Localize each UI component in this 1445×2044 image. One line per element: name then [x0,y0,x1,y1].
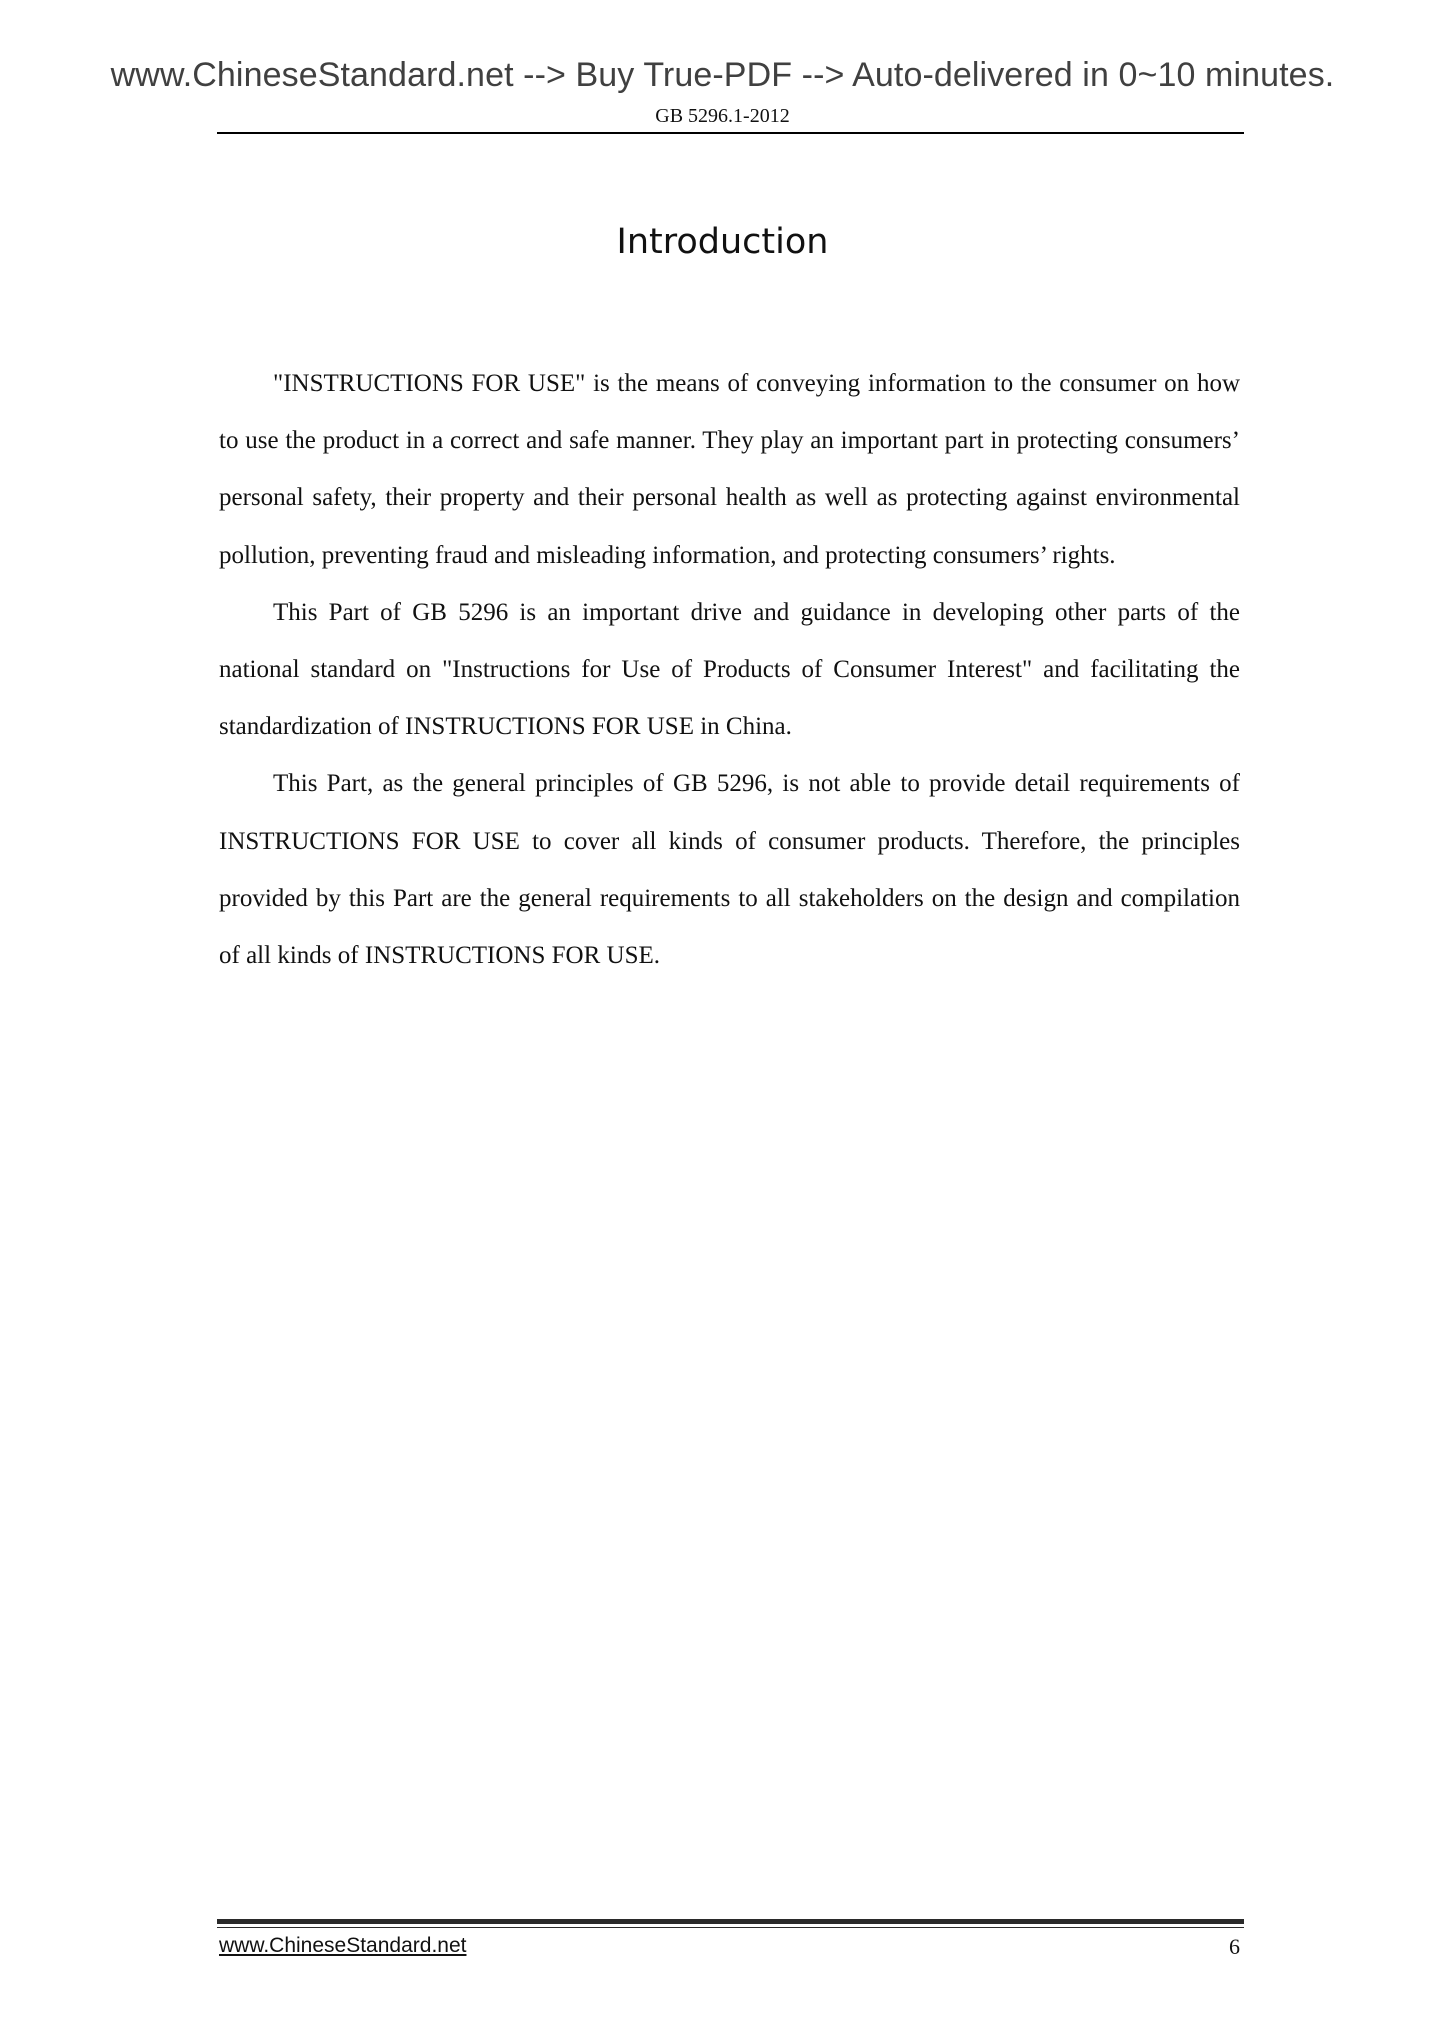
paragraph-3: This Part, as the general principles of GB 5296, is not able to provide detail requirements of INSTRUCTIONS FOR USE to cover all kinds of consumer products. Therefore, the principles provided by this Part are the general requirements to all stakeholders on the design and compilation of all kinds of INSTRUCTIONS FOR USE. [219,770,1240,970]
standard-code: GB 5296.1-2012 [655,105,790,127]
footer-site-link[interactable]: www.ChineseStandard.net [219,1934,467,1957]
paragraph-2: This Part of GB 5296 is an important drive and guidance in developing other parts of the national standard on "Instructions for Use of Products of Consumer Interest" and facilitating the standardization of INSTRUCTIONS FOR USE in China. [219,598,1240,741]
paragraph-1: "INSTRUCTIONS FOR USE" is the means of conveying information to the consumer on how to use the product in a correct and safe manner. They play an important part in protecting consumers’ personal safety, their property and their personal health as well as protecting against environmental pollution, preventing fraud and misleading information, and protecting consumers’ rights. [219,370,1240,569]
page-title: Introduction [616,222,829,262]
header-divider [217,132,1244,134]
page-number: 6 [1229,1934,1240,1959]
footer-divider-thin [217,1927,1244,1928]
footer-divider-thick [217,1919,1244,1924]
introduction-body [219,355,1240,984]
site-banner[interactable]: www.ChineseStandard.net --> Buy True-PDF --> Auto-delivered in 0~10 minutes. [110,56,1335,94]
